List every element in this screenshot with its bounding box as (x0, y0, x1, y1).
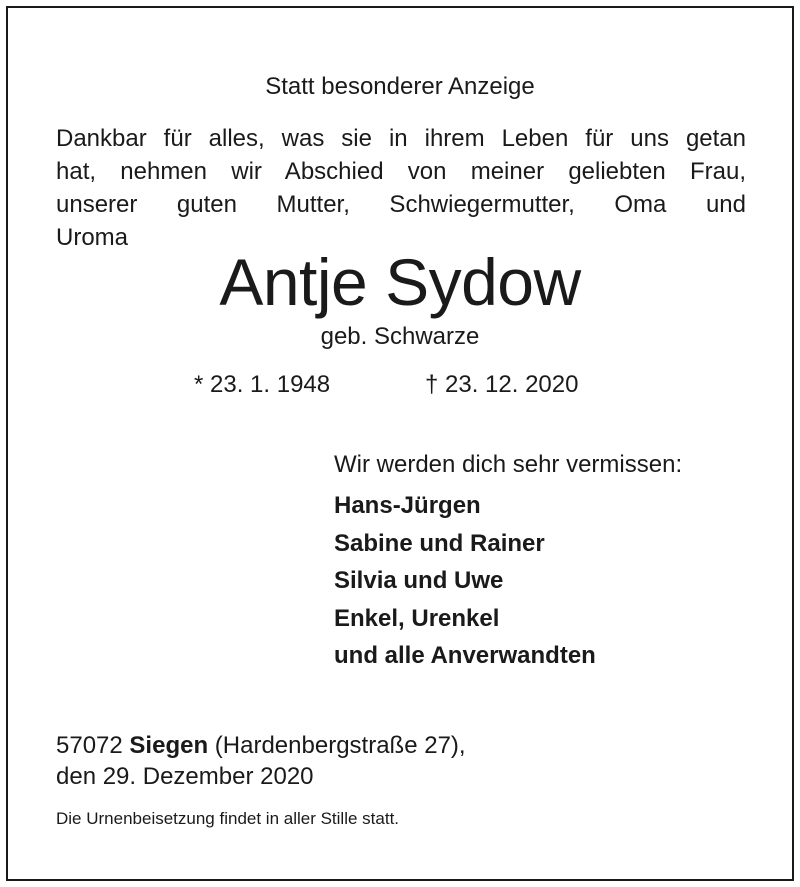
mourner-name: und alle Anverwandten (334, 642, 596, 669)
city: Siegen (129, 732, 209, 759)
address-line (56, 730, 466, 761)
street: (Hardenbergstraße 27), (214, 732, 466, 759)
maiden-name: geb. Schwarze (320, 323, 480, 350)
mourner-name: Hans-Jürgen (334, 492, 481, 519)
mourner-name: Enkel, Urenkel (334, 604, 500, 632)
mourner-name: Silvia und Uwe (334, 567, 504, 594)
notice-header: Statt besonderer Anzeige (265, 73, 535, 100)
mourner-name: Sabine und Rainer (334, 529, 545, 557)
postcode: 57072 (56, 732, 123, 759)
intro-line: unserer guten Mutter, Schwiegermutter, Oma und (56, 191, 746, 218)
intro-text (56, 122, 746, 254)
obituary-notice (6, 6, 794, 881)
intro-line: Uroma (56, 224, 129, 251)
farewell-line: Wir werden dich sehr vermissen: (334, 451, 683, 478)
death-date: † 23. 12. 2020 (425, 371, 579, 398)
date-line: den 29. Dezember 2020 (56, 763, 314, 790)
birth-date: * 23. 1. 1948 (194, 371, 331, 398)
deceased-name: Antje Sydow (219, 245, 581, 319)
address-block (56, 730, 466, 792)
intro-line: hat, nehmen wir Abschied von meiner geliebten Frau, (56, 158, 746, 185)
intro-line: Dankbar für alles, was sie in ihrem Leben für uns getan (56, 125, 746, 152)
burial-note: Die Urnenbeisetzung findet in aller Stille statt. (56, 809, 400, 828)
mourners-list (334, 487, 596, 675)
